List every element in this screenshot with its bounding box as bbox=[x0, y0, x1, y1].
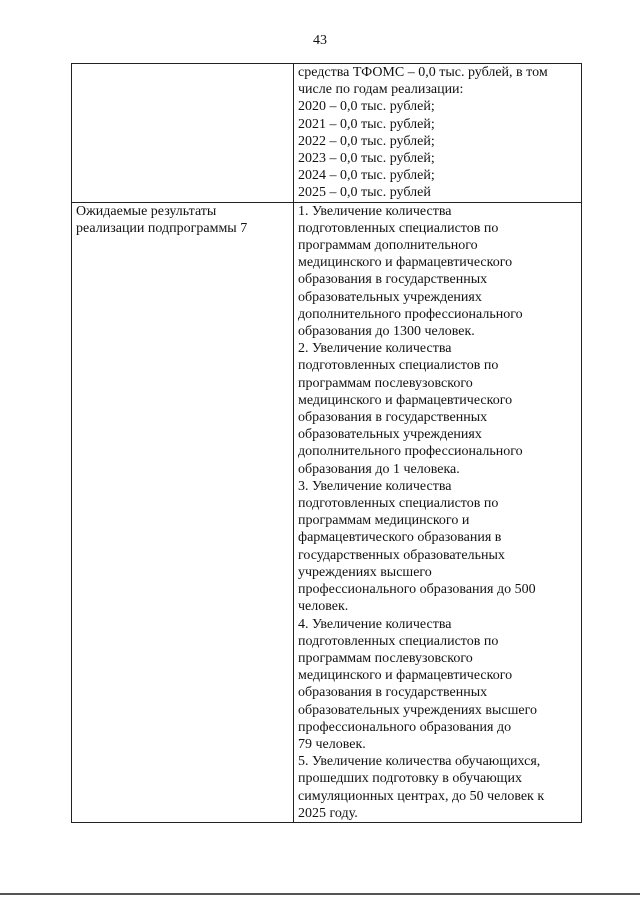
result-item-2 bbox=[298, 340, 578, 478]
financing-line: средства ТФОМС – 0,0 тыс. рублей, в том bbox=[298, 65, 548, 80]
result-line: образовательных учреждениях высшего bbox=[298, 702, 537, 718]
results-label-line: Ожидаемые результаты bbox=[76, 203, 217, 219]
financing-line: 2022 – 0,0 тыс. рублей; bbox=[298, 133, 435, 149]
result-line: медицинского и фармацевтического bbox=[298, 392, 513, 408]
subprogram-table bbox=[71, 63, 582, 823]
page-bottom-edge bbox=[0, 893, 640, 895]
result-line: государственных образовательных bbox=[298, 547, 505, 563]
result-item-1 bbox=[298, 203, 578, 341]
results-row bbox=[72, 202, 582, 822]
result-line: подготовленных специалистов по bbox=[298, 496, 499, 512]
result-line: учреждениях высшего bbox=[298, 564, 432, 580]
financing-line: 2025 – 0,0 тыс. рублей bbox=[298, 185, 431, 201]
result-line: подготовленных специалистов по bbox=[298, 358, 499, 374]
financing-line: 2021 – 0,0 тыс. рублей; bbox=[298, 116, 435, 132]
results-label-cell bbox=[72, 202, 294, 822]
financing-value-cell bbox=[294, 64, 582, 203]
result-line: медицинского и фармацевтического bbox=[298, 255, 513, 271]
result-line: образования в государственных bbox=[298, 410, 488, 426]
result-line: человек. bbox=[298, 599, 349, 615]
financing-line: 2024 – 0,0 тыс. рублей; bbox=[298, 168, 435, 184]
result-item-4 bbox=[298, 616, 578, 754]
result-line: 1. Увеличение количества bbox=[298, 203, 452, 219]
result-line: дополнительного профессионального bbox=[298, 306, 523, 322]
result-line: медицинского и фармацевтического bbox=[298, 668, 513, 684]
result-line: 5. Увеличение количества обучающихся, bbox=[298, 754, 541, 770]
result-line: образовательных учреждениях bbox=[298, 427, 482, 443]
result-line: образования до 1300 человек. bbox=[298, 324, 475, 340]
financing-label-cell bbox=[72, 64, 294, 203]
result-line: образования в государственных bbox=[298, 685, 488, 701]
result-item-3 bbox=[298, 478, 578, 616]
result-item-5 bbox=[298, 753, 578, 822]
financing-line: 2023 – 0,0 тыс. рублей; bbox=[298, 151, 435, 167]
result-line: образовательных учреждениях bbox=[298, 289, 482, 305]
result-line: 2. Увеличение количества bbox=[298, 341, 452, 357]
result-line: 2025 году. bbox=[298, 805, 358, 821]
page-number: 43 bbox=[313, 33, 327, 48]
results-label-line: реализации подпрограммы 7 bbox=[76, 220, 248, 236]
financing-line: 2020 – 0,0 тыс. рублей; bbox=[298, 99, 435, 115]
result-line: программам медицинского и bbox=[298, 513, 470, 529]
financing-line: числе по годам реализации: bbox=[298, 82, 464, 98]
result-line: профессионального образования до bbox=[298, 719, 512, 735]
result-line: дополнительного профессионального bbox=[298, 444, 523, 460]
result-line: 4. Увеличение количества bbox=[298, 616, 452, 632]
result-line: фармацевтического образования в bbox=[298, 530, 502, 546]
result-line: образования до 1 человека. bbox=[298, 461, 460, 477]
result-line: профессионального образования до 500 bbox=[298, 582, 536, 598]
result-line: подготовленных специалистов по bbox=[298, 220, 499, 236]
results-value-cell bbox=[294, 202, 582, 822]
result-line: подготовленных специалистов по bbox=[298, 633, 499, 649]
result-line: 79 человек. bbox=[298, 736, 366, 752]
result-line: симуляционных центрах, до 50 человек к bbox=[298, 788, 545, 804]
financing-row bbox=[72, 64, 582, 203]
result-line: программам послевузовского bbox=[298, 375, 473, 391]
result-line: программам дополнительного bbox=[298, 238, 478, 254]
result-line: 3. Увеличение количества bbox=[298, 478, 452, 494]
result-line: прошедших подготовку в обучающих bbox=[298, 771, 522, 787]
result-line: образования в государственных bbox=[298, 272, 488, 288]
result-line: программам послевузовского bbox=[298, 650, 473, 666]
